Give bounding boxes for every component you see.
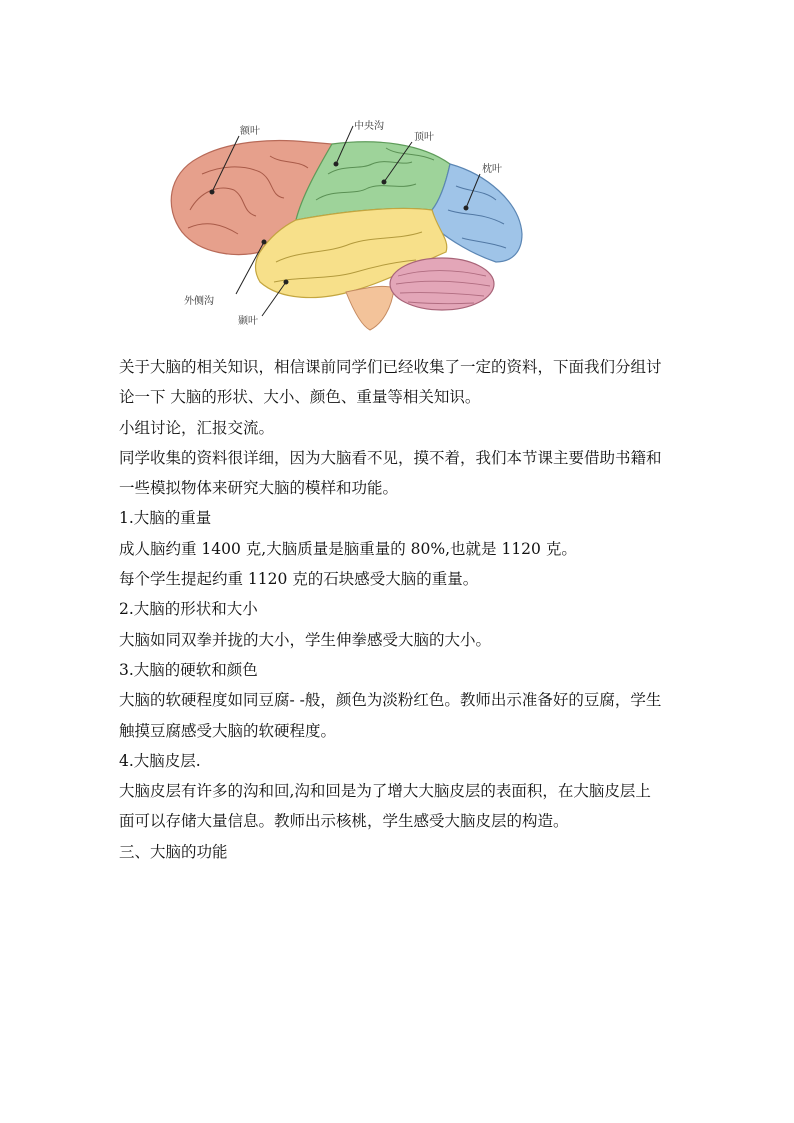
- document-body: [119, 352, 689, 867]
- paragraph-line: 大脑皮层有许多的沟和回,沟和回是为了增大大脑皮层的表面积，在大脑皮层上: [119, 782, 651, 801]
- brain-diagram: [150, 112, 530, 340]
- section-heading: 3.大脑的硬软和颜色: [119, 660, 258, 679]
- label-frontal: 额叶: [240, 126, 260, 137]
- section-heading: 三、大脑的功能: [119, 842, 228, 861]
- paragraph-line: 小组讨论，汇报交流。: [119, 418, 275, 437]
- paragraph-line: 每个学生提起约重 1120 克的石块感受大脑的重量。: [119, 570, 479, 589]
- label-parietal: 顶叶: [414, 132, 434, 143]
- paragraph-line: 面可以存储大量信息。教师出示核桃，学生感受大脑皮层的构造。: [119, 812, 569, 831]
- paragraph-line: 大脑如同双拳并拢的大小，学生伸拳感受大脑的大小。: [119, 630, 492, 649]
- paragraph-line: 触摸豆腐感受大脑的软硬程度。: [119, 721, 337, 740]
- label-occipital: 枕叶: [482, 164, 502, 175]
- paragraph-line: 大脑的软硬程度如同豆腐- -般，颜色为淡粉红色。教师出示准备好的豆腐，学生: [119, 691, 662, 710]
- paragraph-line: 关于大脑的相关知识，相信课前同学们已经收集了一定的资料，下面我们分组讨: [119, 358, 662, 376]
- section-heading: 2.大脑的形状和大小: [119, 600, 258, 619]
- brainstem: [346, 286, 394, 330]
- label-temporal: 颞叶: [238, 316, 258, 327]
- paragraph-line: 同学收集的资料很详细，因为大脑看不见，摸不着，我们本节课主要借助书籍和: [119, 448, 662, 467]
- section-heading: 4.大脑皮层.: [119, 751, 201, 770]
- paragraph-line: 一些模拟物体来研究大脑的模样和功能。: [119, 479, 399, 498]
- paragraph-line: 成人脑约重 1400 克,大脑质量是脑重量的 80%,也就是 1120 克。: [119, 539, 577, 558]
- label-central-sulcus: 中央沟: [354, 121, 384, 132]
- section-heading: 1.大脑的重量: [119, 509, 212, 528]
- paragraph-line: 论一下 大脑的形状、大小、颜色、重量等相关知识。: [119, 388, 481, 407]
- label-lateral-sulcus: 外侧沟: [184, 296, 214, 307]
- brain-illustration: [150, 112, 530, 340]
